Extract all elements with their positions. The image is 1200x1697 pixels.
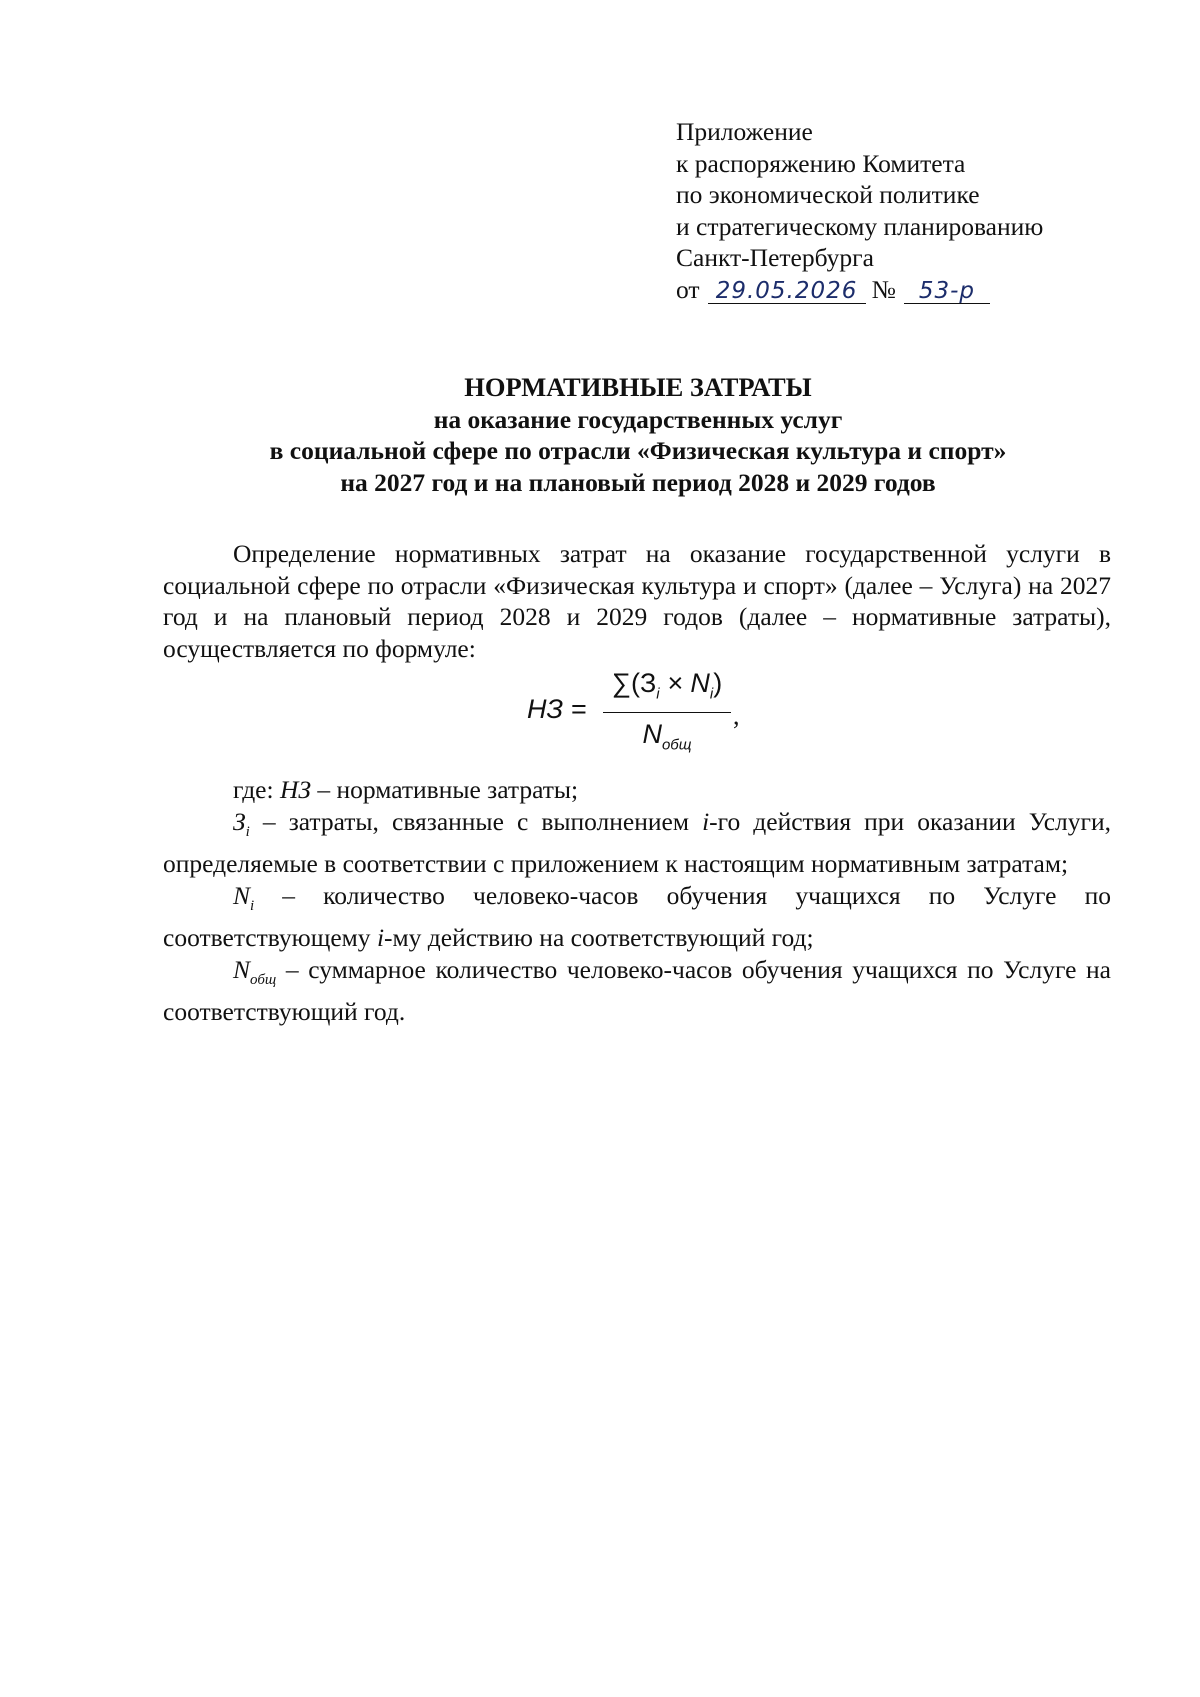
date-prefix: от	[676, 274, 700, 304]
handwritten-date: 29.05.2026	[708, 279, 866, 304]
order-date-number	[676, 274, 1043, 306]
document-title	[180, 372, 1096, 498]
appendix-line-5: Санкт-Петербурга	[676, 243, 874, 272]
definition-ni-i: i	[376, 923, 385, 953]
definition-nobsh-sub: общ	[250, 971, 277, 988]
numerator-sub-i: i	[656, 685, 660, 703]
definition-zi-text-b: -го действия при оказании Услуги, определяемые в соответствии с приложением к настоящим нормативным затратам;	[163, 806, 1111, 879]
title-line-3: в социальной сфере по отрасли «Физическая культура и спорт»	[269, 436, 1007, 465]
definition-zi-sub: i	[245, 823, 250, 840]
definition-ni-text-a: – количество человеко-часов обучения учащихся по Услуге по соответствующему	[163, 880, 1111, 953]
appendix-line-2: к распоряжению Комитета	[676, 148, 966, 178]
intro-paragraph: Определение нормативных затрат на оказание государственной услуги в социальной сфере по отрасли «Физическая культура и спорт» (далее – Услуга) на 2027 год и на плановый период 2028 и 2029 годов (далее – нормативные затраты), осуществляется по формуле:	[163, 539, 1111, 663]
formula	[163, 668, 1111, 772]
numerator-close: )	[713, 668, 723, 698]
number-prefix: №	[871, 274, 896, 304]
definition-nobsh-symbol: N	[233, 954, 251, 984]
definition-nz-symbol: НЗ	[279, 775, 311, 804]
title-main: НОРМАТИВНЫЕ ЗАТРАТЫ	[464, 372, 812, 402]
title-line-4: на 2027 год и на плановый период 2028 и 2029 годов	[340, 467, 936, 497]
formula-lhs: НЗ =	[527, 694, 587, 724]
appendix-line-1: Приложение	[676, 117, 813, 146]
title-line-2: на оказание государственных услуг	[433, 404, 843, 434]
definition-ni-symbol: N	[233, 880, 251, 910]
definition-ni	[163, 880, 1111, 954]
document-body	[163, 538, 1111, 1028]
definition-nobsh-text: – суммарное количество человеко-часов обучения учащихся по Услуге на соответствующий год.	[163, 954, 1111, 1027]
definition-nz-prefix: где:	[233, 775, 280, 804]
handwritten-number: 53-р	[904, 279, 990, 304]
definition-nz	[163, 774, 1111, 806]
denominator-sub: общ	[661, 736, 692, 754]
appendix-line-4: и стратегическому планированию	[676, 211, 1044, 241]
denominator-n: N	[642, 718, 662, 749]
formula-numerator	[603, 668, 731, 713]
definition-nz-text: – нормативные затраты;	[311, 775, 579, 804]
formula-denominator	[603, 713, 731, 761]
definition-ni-text-b: -му действию на соответствующий год;	[384, 923, 814, 953]
formula-fraction	[603, 668, 731, 761]
numerator-sum: ∑(З	[611, 668, 657, 698]
definition-zi-symbol: З	[233, 806, 246, 836]
definition-zi-text-a: – затраты, связанные с выполнением	[249, 806, 703, 836]
appendix-header	[676, 116, 1043, 305]
definition-zi	[163, 806, 1111, 880]
definition-ni-sub: i	[250, 897, 255, 914]
appendix-line-3: по экономической политике	[676, 180, 980, 209]
formula-comma: ,	[733, 701, 740, 730]
numerator-sub-i2: i	[709, 685, 714, 703]
numerator-times-n: × N	[659, 668, 710, 698]
definition-zi-i: i	[702, 806, 710, 836]
definition-nobsh	[163, 954, 1111, 1028]
